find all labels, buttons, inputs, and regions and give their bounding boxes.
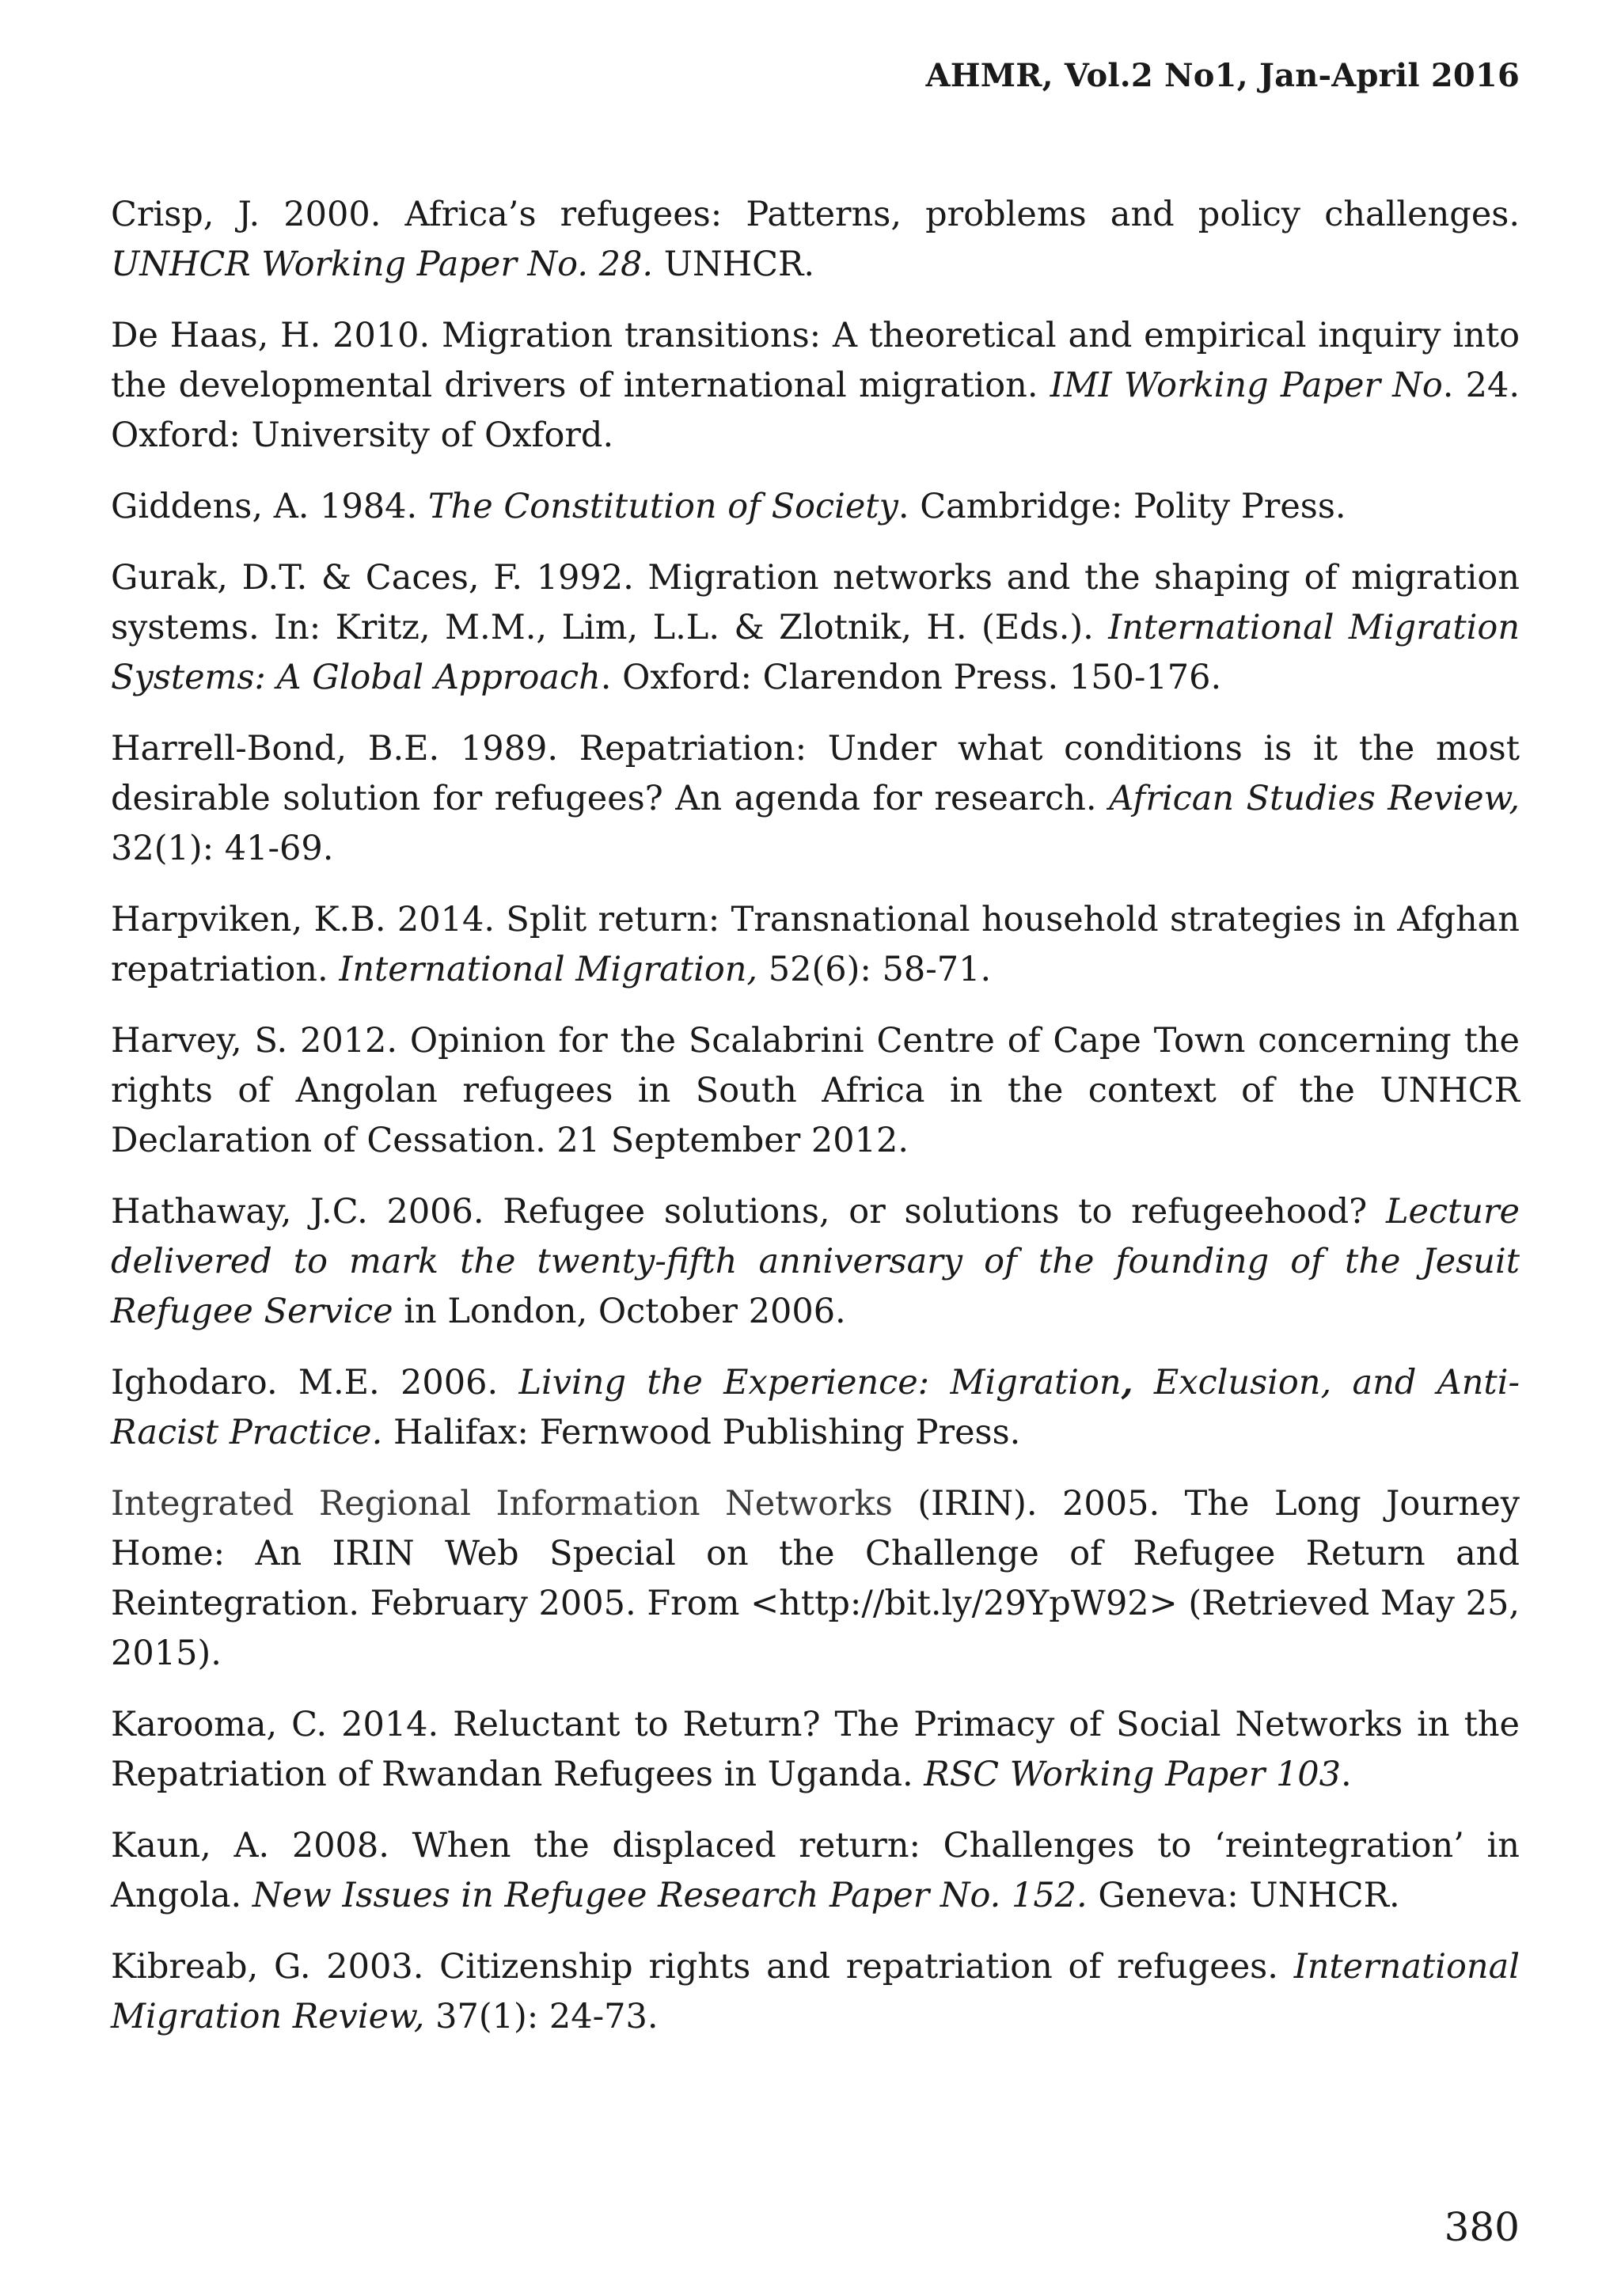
reference-text: Kaun, A. 2008. When the displaced return: Challenges to ‘reintegration’ in Angola. (111, 1826, 1520, 1915)
reference-text: Giddens, A. 1984. (111, 487, 428, 526)
reference-italic-text: The Constitution of Society (427, 487, 898, 526)
reference-entry (111, 1187, 1520, 1337)
reference-text-tail: 32(1): 41-69. (111, 829, 334, 868)
reference-bold-comma: , (1121, 1363, 1133, 1402)
reference-italic-text-2: Exclusion, and Anti-Racist Practice. (111, 1363, 1520, 1452)
reference-text-tail: . Cambridge: Polity Press. (898, 487, 1346, 526)
reference-lead-text: Integrated Regional Information Networks (111, 1484, 893, 1524)
reference-italic-text: New Issues in Refugee Research Paper No. 152. (252, 1876, 1088, 1915)
reference-list (111, 190, 1520, 2063)
reference-text: Ighodaro. M.E. 2006. (111, 1363, 519, 1402)
reference-entry (111, 1479, 1520, 1679)
reference-entry (111, 311, 1520, 461)
reference-text-tail: Halifax: Fernwood Publishing Press. (382, 1413, 1021, 1452)
reference-entry (111, 482, 1520, 532)
reference-entry (111, 1700, 1520, 1800)
reference-text: Crisp, J. 2000. Africa’s refugees: Patterns, problems and policy challenges. (111, 195, 1520, 234)
reference-italic-text: IMI Working Paper No (1050, 366, 1443, 405)
reference-text: Karooma, C. 2014. Reluctant to Return? The Primacy of Social Networks in the Repatriation of Rwandan Refugees in Uganda. (111, 1705, 1520, 1794)
reference-entry (111, 724, 1520, 874)
reference-entry (111, 1016, 1520, 1166)
reference-entry (111, 1942, 1520, 2042)
reference-entry (111, 895, 1520, 995)
reference-italic-text: International Migration Systems: A Global Approach (111, 608, 1520, 697)
reference-text-tail: 37(1): 24-73. (424, 1997, 659, 2036)
reference-italic-text: Living the Experience: Migration (518, 1363, 1122, 1402)
reference-italic-text: Lecture delivered to mark the twenty-fifth anniversary of the founding of the Jesuit Refugee Service (111, 1192, 1520, 1331)
reference-entry (111, 1358, 1520, 1458)
reference-text-tail: 52(6): 58-71. (757, 950, 992, 989)
reference-text-tail: Geneva: UNHCR. (1087, 1876, 1400, 1915)
reference-text-tail: . (1341, 1755, 1352, 1794)
reference-text: Harpviken, K.B. 2014. Split return: Transnational household strategies in Afghan repatriation. (111, 900, 1520, 989)
reference-text: (IRIN). 2005. The Long Journey Home: An IRIN Web Special on the Challenge of Refugee Return and Reintegration. February 2005. From <http://bit.ly/29YpW92> (Retrieved May 25, 2015). (111, 1484, 1520, 1673)
reference-italic-text: RSC Working Paper 103 (924, 1755, 1342, 1794)
reference-text: Harrell-Bond, B.E. 1989. Repatriation: Under what conditions is it the most desirable solution for refugees? An agenda for research. (111, 729, 1520, 818)
reference-entry (111, 190, 1520, 290)
reference-text: De Haas, H. 2010. Migration transitions: A theoretical and empirical inquiry into the developmental drivers of international migration. (111, 316, 1520, 405)
reference-italic-text: International Migration Review, (111, 1947, 1520, 2036)
reference-entry (111, 553, 1520, 703)
reference-italic-text: African Studies Review, (1109, 779, 1520, 818)
reference-text-tail: in London, October 2006. (393, 1292, 846, 1331)
reference-text: Hathaway, J.C. 2006. Refugee solutions, or solutions to refugeehood? (111, 1192, 1386, 1231)
running-header: AHMR, Vol.2 No1, Jan-April 2016 (925, 57, 1520, 94)
reference-entry (111, 1821, 1520, 1921)
reference-text-tail: UNHCR. (653, 245, 815, 284)
reference-text: Harvey, S. 2012. Opinion for the Scalabrini Centre of Cape Town concerning the rights of Angolan refugees in South Africa in the context of the UNHCR Declaration of Cessation. 21 September 2012. (111, 1021, 1520, 1160)
reference-italic-text: International Migration, (339, 950, 758, 989)
page-number: 380 (1444, 2204, 1520, 2250)
reference-text: Kibreab, G. 2003. Citizenship rights and repatriation of refugees. (111, 1947, 1294, 1987)
reference-text: Gurak, D.T. & Caces, F. 1992. Migration networks and the shaping of migration systems. In: Kritz, M.M., Lim, L.L. & Zlotnik, H. (Eds.). (111, 558, 1520, 647)
reference-italic-text: UNHCR Working Paper No. 28. (111, 245, 654, 284)
reference-text-tail: . 24. Oxford: University of Oxford. (111, 366, 1520, 455)
reference-text-tail: . Oxford: Clarendon Press. 150-176. (600, 658, 1222, 697)
